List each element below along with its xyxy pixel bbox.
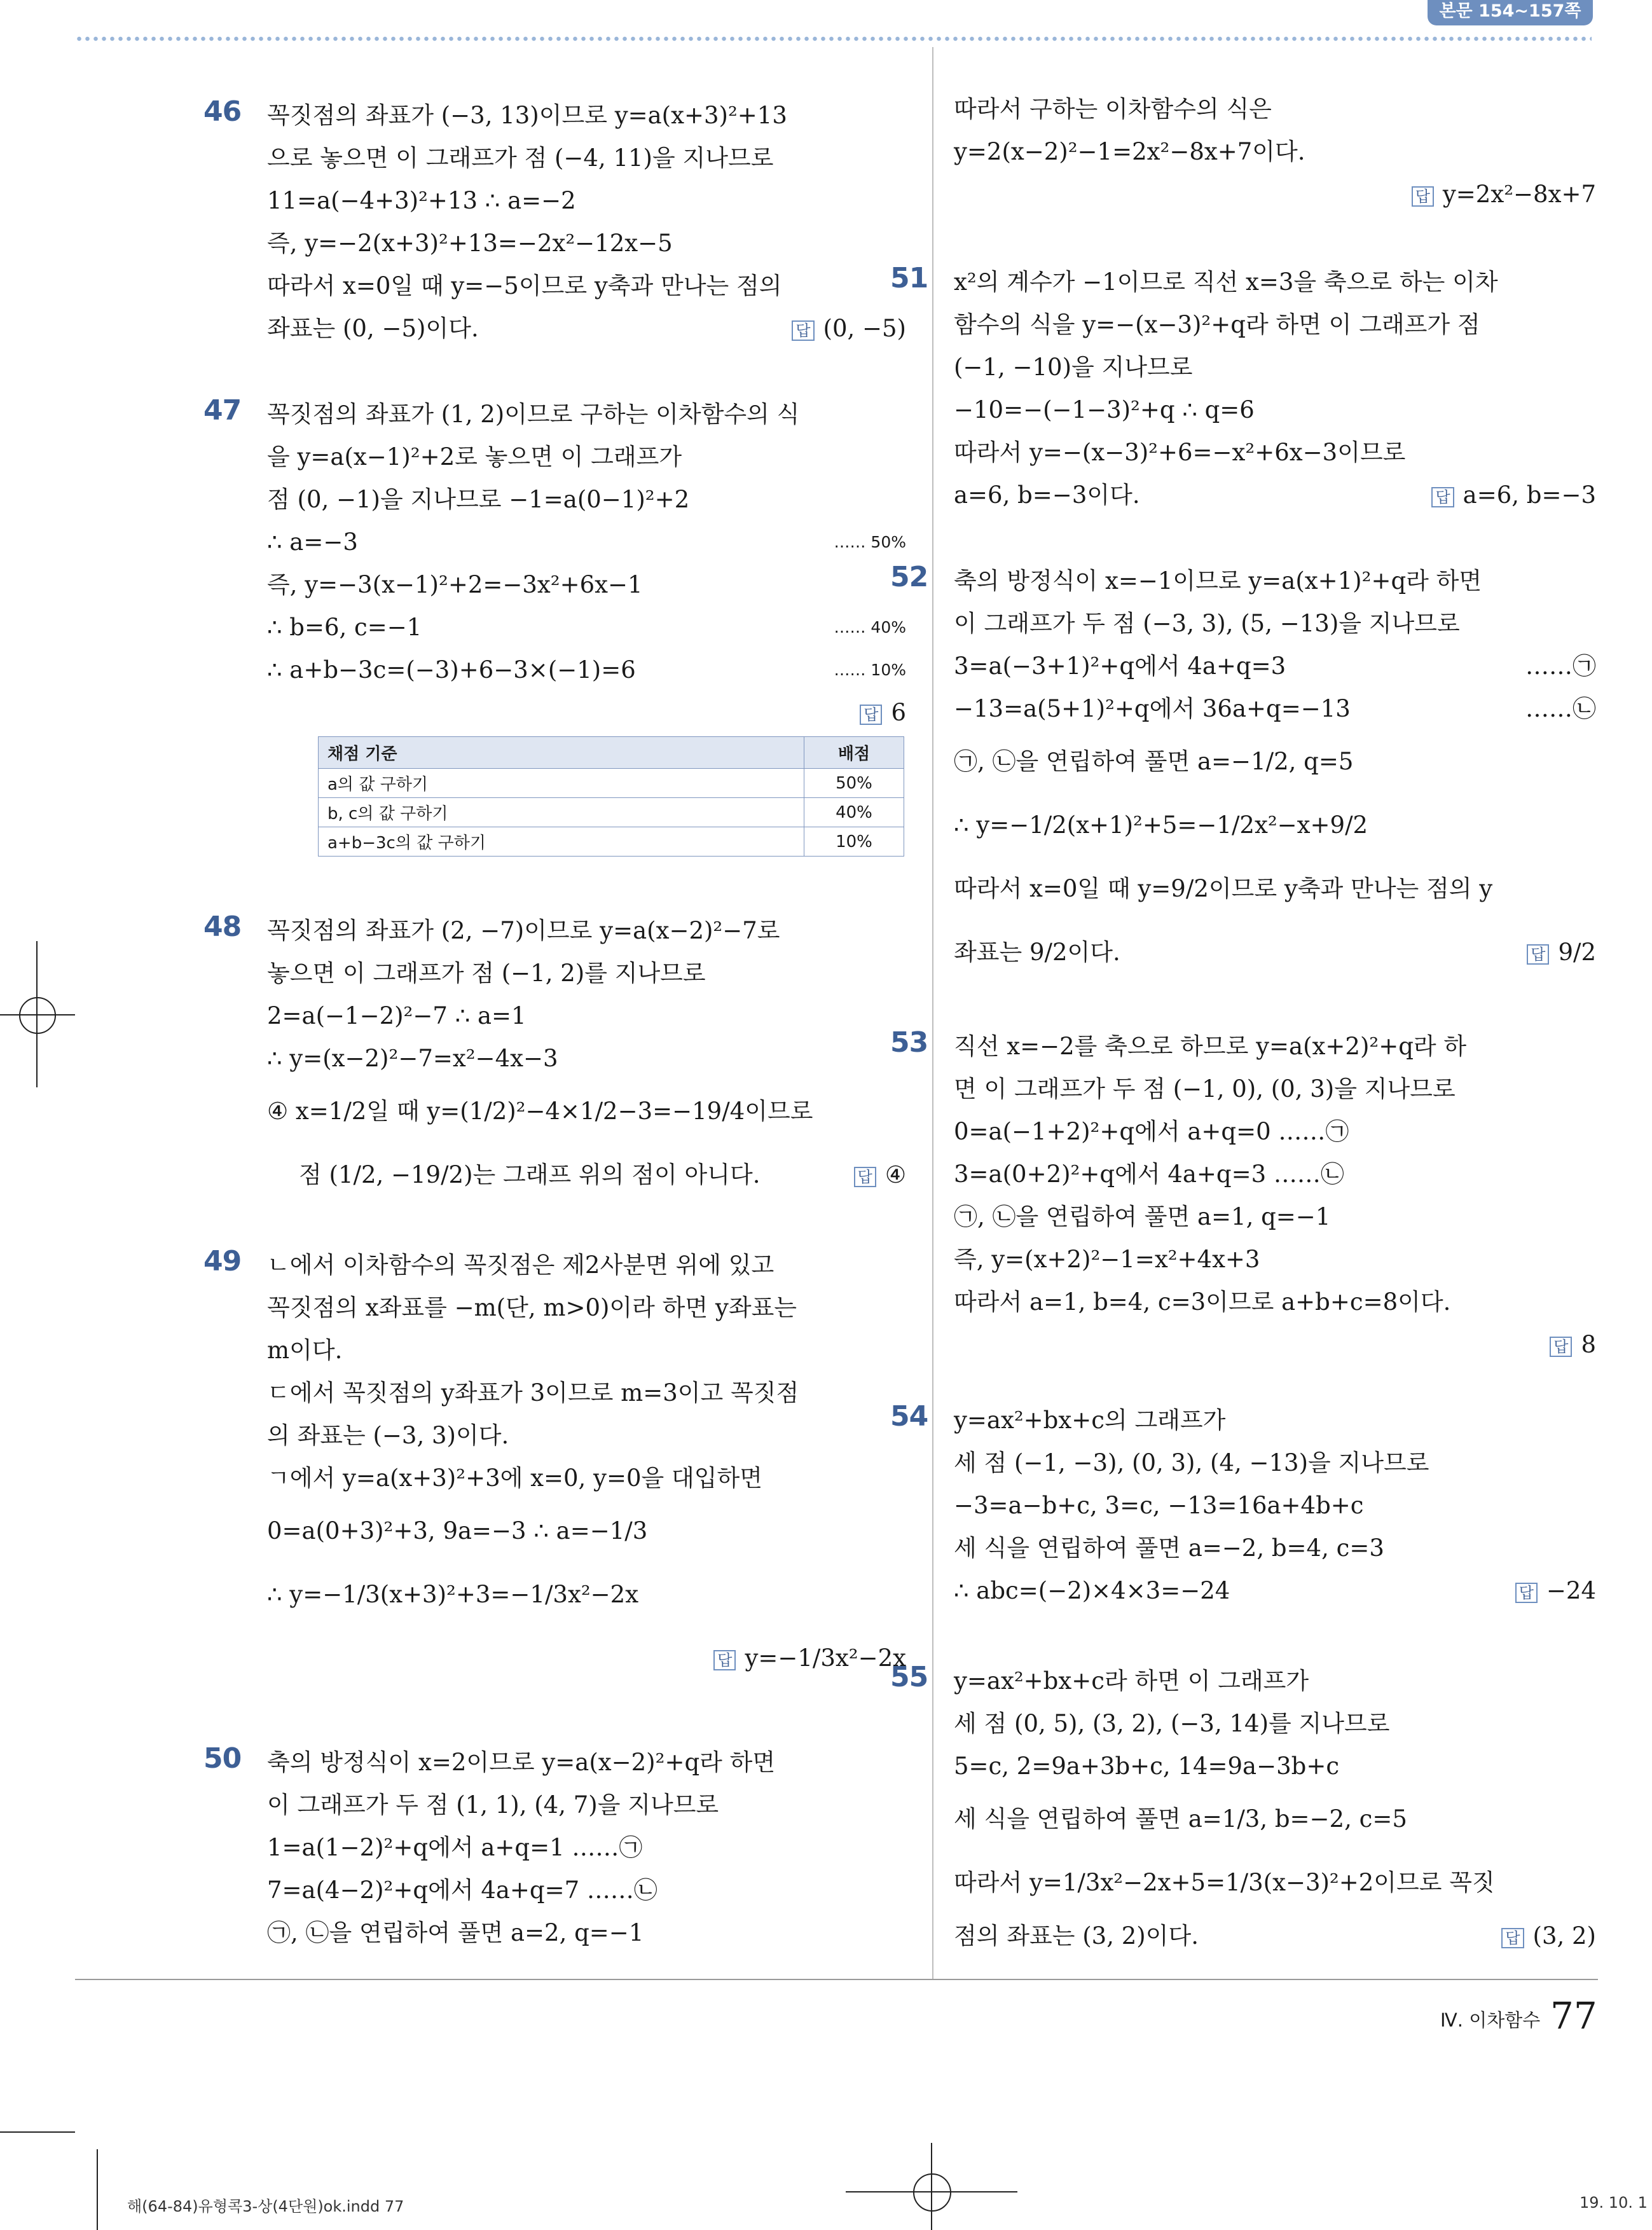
answer-label: 답	[713, 1650, 736, 1670]
problem-49	[203, 1244, 906, 1690]
answer-value: y=2x²−8x+7	[1442, 181, 1596, 208]
table-cell: a의 값 구하기	[319, 769, 804, 798]
solution-line: 0=a(−1+2)²+q에서 a+q=0 ……㉠	[954, 1118, 1349, 1145]
answer-value: y=−1/3x²−2x	[745, 1644, 906, 1672]
solution-line: y=ax²+bx+c의 그래프가	[954, 1407, 1226, 1434]
problem-number: 48	[203, 911, 242, 943]
solution-text: ∴ b=6, c=−1	[267, 614, 422, 641]
column-divider	[932, 47, 933, 1979]
print-slug-date: 19. 10. 1	[1580, 2194, 1648, 2212]
solution-line	[954, 1915, 1596, 1957]
solution-line: 꼭짓점의 좌표가 (1, 2)이므로 구하는 이차함수의 식	[267, 401, 800, 428]
solution-line: 따라서 구하는 이차함수의 식은	[954, 95, 1272, 123]
equation-tag: ……㉡	[1525, 695, 1596, 722]
solution-line	[267, 606, 906, 649]
solution-text: −13=a(5+1)²+q에서 36a+q=−13	[954, 695, 1351, 722]
solution-text: 점 (1/2, −19/2)는 그래프 위의 점이 아니다.	[299, 1161, 761, 1188]
answer	[860, 691, 906, 734]
problem-number: 53	[890, 1026, 928, 1059]
answer-value: 6	[891, 699, 906, 726]
answer-label: 답	[860, 705, 882, 725]
solution-line: 축의 방정식이 x=−1이므로 y=a(x+1)²+q라 하면	[954, 567, 1482, 595]
registration-mark	[913, 2173, 951, 2212]
answer-label: 답	[1501, 1928, 1524, 1948]
answer-label: 답	[854, 1167, 876, 1187]
solution-text: 좌표는 9/2이다.	[954, 939, 1120, 966]
score-mark: …… 50%	[834, 533, 906, 551]
problem-number: 55	[890, 1661, 928, 1693]
solution-line: (−1, −10)을 지나므로	[954, 354, 1193, 381]
answer-value: (0, −5)	[823, 315, 906, 342]
solution-line	[954, 1569, 1596, 1612]
solution-line: 즉, y=−3(x−1)²+2=−3x²+6x−1	[267, 571, 643, 598]
problem-50	[203, 1741, 906, 1954]
answer	[1431, 474, 1596, 516]
answer	[792, 307, 906, 350]
solution-text: a=6, b=−3이다.	[954, 481, 1140, 509]
table-row	[319, 769, 904, 798]
problem-47	[203, 393, 906, 853]
solution-line	[267, 521, 906, 563]
answer-label: 답	[1515, 1583, 1538, 1603]
registration-mark	[19, 997, 56, 1034]
problem-number: 51	[890, 262, 928, 294]
solution-line: 으로 놓으면 이 그래프가 점 (−4, 11)을 지나므로	[267, 144, 774, 172]
problem-52	[890, 560, 1596, 984]
solution-line: −10=−(−1−3)²+q ∴ q=6	[954, 396, 1255, 423]
solution-text: ∴ a=−3	[267, 528, 358, 556]
section-title: Ⅳ. 이차함수	[1440, 2009, 1541, 2031]
answer	[1550, 1323, 1596, 1366]
answer-label: 답	[1527, 944, 1549, 965]
solution-line: 3=a(0+2)²+q에서 4a+q=3 ……㉡	[954, 1160, 1344, 1188]
answer	[1527, 921, 1596, 984]
solution-line: ㄴ에서 이차함수의 꼭짓점은 제2사분면 위에 있고	[267, 1251, 774, 1279]
problem-50-continued	[954, 88, 1596, 216]
solution-text: 점의 좌표는 (3, 2)이다.	[954, 1922, 1199, 1950]
solution-line	[954, 921, 1596, 984]
solution-line: 의 좌표는 (−3, 3)이다.	[267, 1422, 509, 1449]
answer-value: (3, 2)	[1532, 1922, 1596, 1950]
answer	[1501, 1915, 1596, 1957]
solution-line: 이 그래프가 두 점 (1, 1), (4, 7)을 지나므로	[267, 1791, 719, 1819]
solution-line: 점 (0, −1)을 지나므로 −1=a(0−1)²+2	[267, 486, 690, 513]
solution-line: 7=a(4−2)²+q에서 4a+q=7 ……㉡	[267, 1876, 657, 1904]
table-cell: a+b−3c의 값 구하기	[319, 827, 804, 857]
problem-number: 52	[890, 561, 928, 593]
crop-mark	[0, 2131, 75, 2133]
answer-value: −24	[1546, 1577, 1596, 1604]
problem-46	[203, 94, 906, 350]
solution-line: ㄷ에서 꼭짓점의 y좌표가 3이므로 m=3이고 꼭짓점	[267, 1379, 799, 1407]
solution-line: 세 식을 연립하여 풀면 a=−2, b=4, c=3	[954, 1534, 1384, 1562]
solution-line: 11=a(−4+3)²+13 ∴ a=−2	[267, 187, 576, 214]
score-mark: …… 10%	[834, 661, 906, 679]
table-header: 채점 기준	[319, 737, 804, 769]
table-cell: 50%	[804, 769, 904, 798]
print-slug-file: 해(64-84)유형콕3-상(4단원)ok.indd 77	[127, 2198, 404, 2215]
score-mark: …… 40%	[834, 618, 906, 637]
answer	[1515, 1569, 1596, 1612]
answer-value: a=6, b=−3	[1463, 481, 1596, 509]
problem-48	[203, 909, 906, 1207]
equation-tag: ……㉠	[1525, 652, 1596, 680]
header-dotted-rule	[75, 36, 1592, 42]
solution-line: x²의 계수가 −1이므로 직선 x=3을 축으로 하는 이차	[954, 268, 1498, 296]
solution-line: 즉, y=−2(x+3)²+13=−2x²−12x−5	[267, 230, 673, 257]
footer-rule	[75, 1979, 1598, 1980]
solution-line: 축의 방정식이 x=2이므로 y=a(x−2)²+q라 하면	[267, 1749, 776, 1776]
answer-line	[954, 1323, 1596, 1366]
answer-value: 8	[1581, 1331, 1596, 1358]
answer-label: 답	[792, 320, 814, 341]
problem-number: 49	[203, 1245, 242, 1277]
answer	[713, 1627, 906, 1690]
answer	[1412, 173, 1596, 216]
problem-number: 47	[203, 394, 242, 427]
solution-line: ∴ y=−1/2(x+1)²+5=−1/2x²−x+9/2	[954, 811, 1368, 839]
solution-text: 3=a(−3+1)²+q에서 4a+q=3	[954, 652, 1286, 680]
solution-line: 따라서 y=1/3x²−2x+5=1/3(x−3)²+2이므로 꼭짓	[954, 1869, 1495, 1896]
crop-mark	[97, 2149, 98, 2230]
solution-line	[267, 307, 906, 350]
solution-line	[954, 474, 1596, 516]
solution-line: 5=c, 2=9a+3b+c, 14=9a−3b+c	[954, 1752, 1340, 1780]
solution-line: ㉠, ㉡을 연립하여 풀면 a=1, q=−1	[954, 1203, 1331, 1230]
solution-line: ∴ y=−1/3(x+3)²+3=−1/3x²−2x	[267, 1581, 639, 1608]
solution-line: 따라서 x=0일 때 y=−5이므로 y축과 만나는 점의	[267, 272, 782, 299]
solution-line: 2=a(−1−2)²−7 ∴ a=1	[267, 1002, 527, 1029]
table-header: 배점	[804, 737, 904, 769]
problem-number: 50	[203, 1742, 242, 1775]
solution-text: 좌표는 (0, −5)이다.	[267, 315, 479, 342]
solution-line: 1=a(1−2)²+q에서 a+q=1 ……㉠	[267, 1834, 643, 1861]
answer-value: 9/2	[1558, 939, 1596, 966]
solution-line: y=ax²+bx+c라 하면 이 그래프가	[954, 1667, 1309, 1695]
answer-label: 답	[1431, 487, 1454, 507]
solution-line: 따라서 y=−(x−3)²+6=−x²+6x−3이므로	[954, 439, 1406, 466]
problem-number: 54	[890, 1400, 928, 1433]
table-row	[319, 798, 904, 827]
problem-53	[890, 1025, 1596, 1366]
solution-text: ∴ abc=(−2)×4×3=−24	[954, 1577, 1230, 1604]
problem-55	[890, 1660, 1596, 1957]
solution-line: 을 y=a(x−1)²+2로 놓으면 이 그래프가	[267, 443, 682, 471]
answer-label: 답	[1412, 186, 1434, 207]
solution-line: 세 점 (−1, −3), (0, 3), (4, −13)을 지나므로	[954, 1449, 1429, 1476]
solution-line: 함수의 식을 y=−(x−3)²+q라 하면 이 그래프가 점	[954, 311, 1480, 338]
solution-line: 세 점 (0, 5), (3, 2), (−3, 14)를 지나므로	[954, 1710, 1390, 1737]
solution-line: 이 그래프가 두 점 (−3, 3), (5, −13)을 지나므로	[954, 610, 1460, 637]
page-range-tab: 본문 154~157쪽	[1428, 0, 1593, 25]
solution-line: m이다.	[267, 1337, 343, 1364]
answer-line	[267, 691, 906, 734]
solution-line: ④ x=1/2일 때 y=(1/2)²−4×1/2−3=−19/4이므로	[267, 1098, 813, 1125]
solution-line: 0=a(0+3)²+3, 9a=−3 ∴ a=−1/3	[267, 1517, 648, 1545]
table-cell: b, c의 값 구하기	[319, 798, 804, 827]
solution-text: ∴ a+b−3c=(−3)+6−3×(−1)=6	[267, 656, 636, 684]
solution-line	[267, 1143, 906, 1207]
answer-label: 답	[1550, 1337, 1572, 1357]
solution-line: 세 식을 연립하여 풀면 a=1/3, b=−2, c=5	[954, 1805, 1407, 1833]
table-cell: 10%	[804, 827, 904, 857]
solution-line	[954, 645, 1596, 687]
problem-54	[890, 1399, 1596, 1612]
problem-number: 46	[203, 95, 242, 128]
solution-line: y=2(x−2)²−1=2x²−8x+7이다.	[954, 138, 1305, 165]
scoring-criteria-table	[318, 736, 904, 857]
solution-line: ㉠, ㉡을 연립하여 풀면 a=2, q=−1	[267, 1919, 644, 1946]
solution-line: 즉, y=(x+2)²−1=x²+4x+3	[954, 1246, 1260, 1273]
solution-line: 직선 x=−2를 축으로 하므로 y=a(x+2)²+q라 하	[954, 1033, 1467, 1060]
problem-51	[890, 261, 1596, 516]
solution-line	[954, 687, 1596, 730]
solution-line: ∴ y=(x−2)²−7=x²−4x−3	[267, 1045, 558, 1072]
solution-line: 따라서 x=0일 때 y=9/2이므로 y축과 만나는 점의 y	[954, 875, 1493, 902]
answer	[854, 1143, 906, 1207]
solution-line: 꼭짓점의 좌표가 (−3, 13)이므로 y=a(x+3)²+13	[267, 102, 787, 129]
answer-line	[267, 1627, 906, 1690]
table-row	[319, 827, 904, 857]
solution-line: ㉠, ㉡을 연립하여 풀면 a=−1/2, q=5	[954, 748, 1354, 775]
solution-line: 꼭짓점의 x좌표를 −m(단, m>0)이라 하면 y좌표는	[267, 1294, 797, 1321]
page-number: 77	[1550, 1994, 1597, 2037]
solution-line: −3=a−b+c, 3=c, −13=16a+4b+c	[954, 1492, 1364, 1519]
answer-value: ④	[885, 1161, 906, 1188]
solution-line: ㄱ에서 y=a(x+3)²+3에 x=0, y=0을 대입하면	[267, 1464, 762, 1492]
table-cell: 40%	[804, 798, 904, 827]
solution-line: 면 이 그래프가 두 점 (−1, 0), (0, 3)을 지나므로	[954, 1075, 1456, 1103]
solution-line: 놓으면 이 그래프가 점 (−1, 2)를 지나므로	[267, 960, 706, 987]
solution-line: 꼭짓점의 좌표가 (2, −7)이므로 y=a(x−2)²−7로	[267, 917, 780, 944]
solution-line	[267, 649, 906, 691]
answer-line	[954, 173, 1596, 216]
solution-line: 따라서 a=1, b=4, c=3이므로 a+b+c=8이다.	[954, 1288, 1451, 1316]
